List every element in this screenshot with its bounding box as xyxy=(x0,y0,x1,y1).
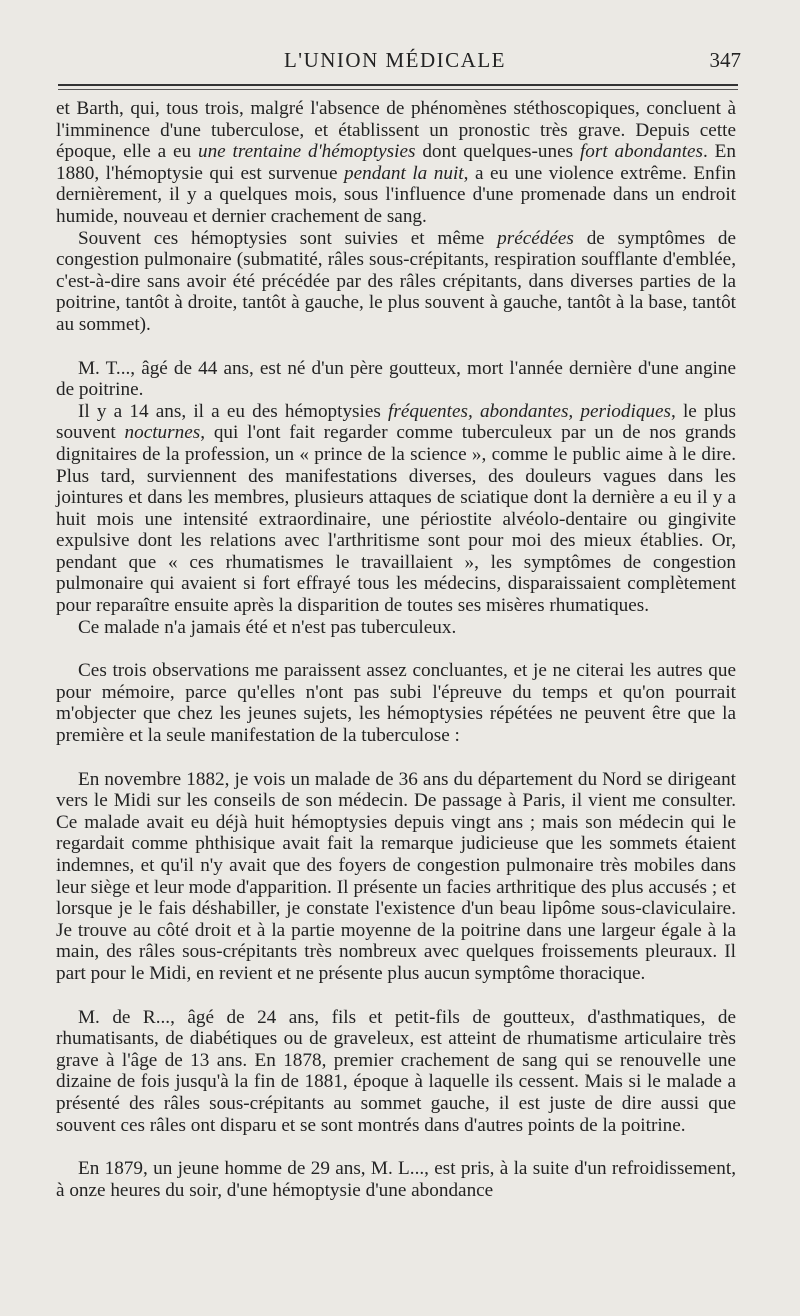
paragraph xyxy=(56,1158,736,1201)
text-run: , qui l'ont fait regarder comme tuberculeux par un de nos grands dignitaires de la profession, un « prince de la science », comme le public aime à le dire. Plus tard, surviennent des manifestations diverses, des douleurs vagues dans les jointures et dans les membres, plusieurs attaques de sciatique dont la dernière a eu il y a huit mois une intensité extraordinaire, une périostite alvéolo-dentaire ou gingivite expulsive dont les relations avec l'arthritisme sont pour moi des mieux établies. Or, pendant que « ces rhumatismes le travaillaient », les symptômes de congestion pulmonaire qui avaient si fort effrayé tous les médecins, disparaissaient complètement pour reparaître ensuite après la disparition de toutes ses misères rhumatiques. xyxy=(56,422,736,617)
paragraph xyxy=(56,228,736,336)
paragraph xyxy=(56,401,736,617)
header-rule xyxy=(58,84,738,86)
text-run: En novembre 1882, je vois un malade de 36 ans du département du Nord se dirigeant vers le Midi sur les conseils de son médecin. De passage à Paris, il vient me consulter. Ce malade avait eu déjà huit hémoptysies depuis vingt ans ; mais son médecin qui le regardait comme phthisique avait fait la remarque judicieuse que les sommets étaient indemnes, et qu'il n'y avait que des foyers de congestion pulmonaire très mobiles dans leur siège et leur mode d'apparition. Il présente un facies arthritique des plus accusés ; et lorsque je le fais déshabiller, je constate l'existence d'un beau lipôme sous-claviculaire. Je trouve au côté droit et à la partie moyenne de la poitrine dans une largeur égale à la main, des râles sous-crépitants très nombreux avec quelques froissements pleuraux. Il part pour le Midi, en revient et ne présente plus aucun symptôme thoracique. xyxy=(56,768,736,984)
text-run: , le plus souvent xyxy=(56,400,736,444)
paragraph xyxy=(56,358,736,401)
text-run: En 1879, un jeune homme de 29 ans, M. L..., est pris, à la suite d'un refroidissement, à onze heures du soir, d'une hémoptysie d'une abondance xyxy=(56,1158,736,1201)
text-run: et Barth, qui, tous trois, malgré l'absence de phénomènes stéthoscopiques, concluent à l'imminence d'une tuberculose, et établissent un pronostic très grave. Depuis cette époque, elle a eu xyxy=(56,98,736,163)
paragraph xyxy=(56,1007,736,1137)
italic-text: une trentaine d'hémoptysies xyxy=(197,141,416,163)
running-header xyxy=(55,44,741,82)
page-number: 347 xyxy=(709,48,741,72)
text-run: Souvent ces hémoptysies sont suivies et même xyxy=(78,227,498,249)
italic-text: nocturnes xyxy=(124,422,201,444)
text-run: . En 1880, l'hémoptysie qui est survenue xyxy=(56,141,736,184)
paragraph-gap xyxy=(56,1136,736,1158)
text-run: Il y a 14 ans, il a eu des hémoptysies xyxy=(78,400,389,422)
text-run: Ce malade n'a jamais été et n'est pas tuberculeux. xyxy=(78,616,457,638)
italic-text: fort abondantes xyxy=(579,141,704,163)
text-run: , a eu une violence extrême. Enfin dernièrement, il y a quelques mois, sous l'influence d'une promenade dans un endroit humide, nouveau et dernier crachement de sang. xyxy=(56,162,736,227)
header-rule-thin xyxy=(58,89,738,90)
italic-text: précédées xyxy=(497,227,574,249)
article-body xyxy=(56,98,736,1201)
paragraph xyxy=(56,98,736,228)
italic-text: pendant la nuit xyxy=(344,162,464,184)
journal-title: L'UNION MÉDICALE xyxy=(283,48,506,72)
text-run: M. T..., âgé de 44 ans, est né d'un père goutteux, mort l'année dernière d'une angine de poitrine. xyxy=(56,357,736,401)
text-run: de symptômes de congestion pulmonaire (submatité, râles sous-crépitants, respiration soufflante d'emblée, c'est-à-dire sans avoir été précédée par des râles crépitants, dans diverses parties de la poitrine, tantôt à droite, tantôt à gauche, le plus souvent à gauche, tantôt à la base, tantôt au sommet). xyxy=(56,227,736,335)
text-run: Ces trois observations me paraissent assez concluantes, et je ne citerai les autres que pour mémoire, parce qu'elles n'ont pas subi l'épreuve du temps et qu'on pourrait m'objecter que chez les jeunes sujets, les hémoptysies répétées ne peuvent être que la première et la seule manifestation de la tuberculose : xyxy=(56,660,736,747)
paragraph-gap xyxy=(56,747,736,769)
italic-text: fréquentes, abondantes, periodiques xyxy=(388,400,671,422)
text-run: M. de R..., âgé de 24 ans, fils et petit-fils de goutteux, d'asthmatiques, de rhumatisants, de diabétiques ou de graveleux, est atteint de rhumatisme articulaire très grave à l'âge de 13 ans. En 1878, premier crachement de sang qui se renouvelle une dizaine de fois jusqu'à la fin de 1881, époque à laquelle ils cessent. Mais si le malade a présenté des râles sous-crépitants au sommet gauche, il est juste de dire aussi que souvent ces râles ont disparu et se sont montrés dans d'autres points de la poitrine. xyxy=(56,1006,736,1136)
paragraph xyxy=(56,660,736,746)
paragraph-gap xyxy=(56,985,736,1007)
paragraph-gap xyxy=(56,638,736,660)
paragraph-gap xyxy=(56,336,736,358)
paragraph xyxy=(56,769,736,985)
paragraph xyxy=(56,617,736,639)
text-run: dont quelques-unes xyxy=(415,141,580,163)
